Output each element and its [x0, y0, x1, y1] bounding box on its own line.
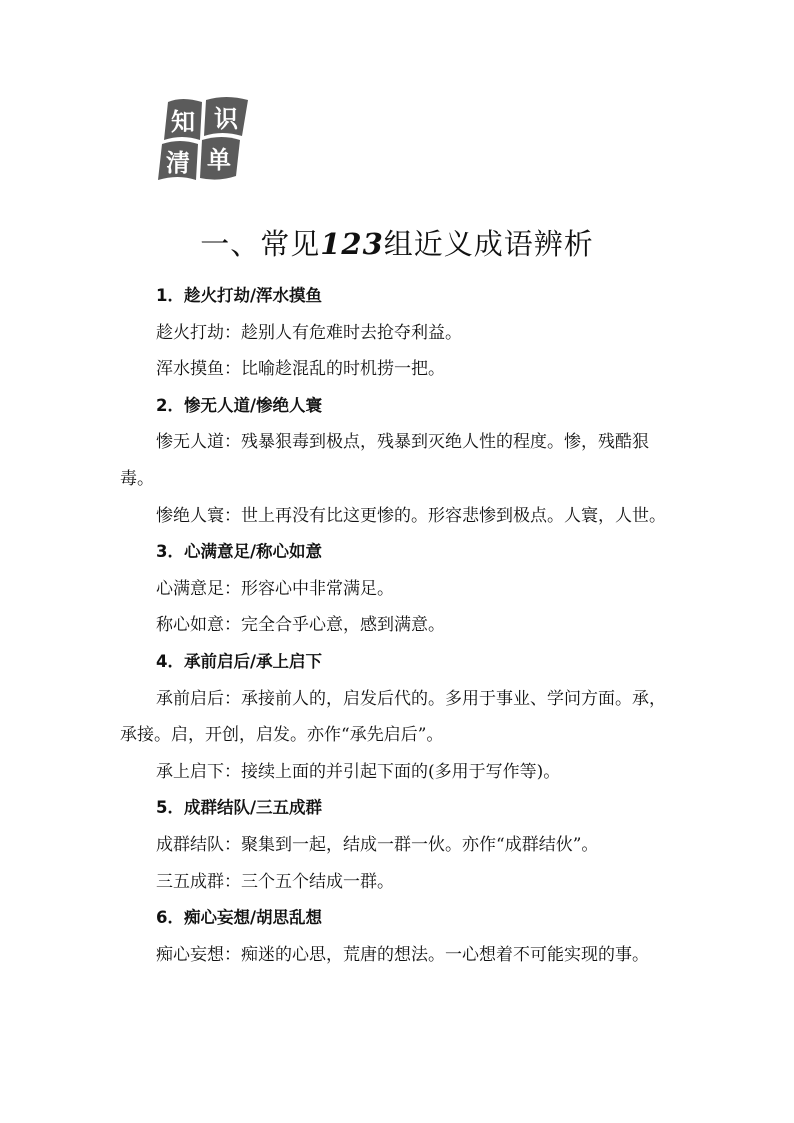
section-1-line-1: 趁火打劫：趁别人有危难时去抢夺利益。 [156, 322, 462, 343]
knowledge-list-logo [156, 96, 256, 186]
section-4-line-2: 承上启下：接续上面的并引起下面的(多用于写作等)。 [156, 761, 561, 782]
title-prefix: 一、常见 [200, 227, 321, 261]
section-heading-4: 4．承前启后/承上启下 [156, 651, 323, 671]
idiom-list [120, 278, 678, 973]
section-1-line-2: 浑水摸鱼：比喻趁混乱的时机捞一把。 [156, 359, 445, 380]
logo-char-1: 知 [171, 107, 195, 136]
section-2-line-2: 惨绝人寰：世上再没有比这更惨的。形容悲惨到极点。人寰，人世。 [156, 505, 666, 526]
logo-char-2: 识 [214, 104, 238, 133]
page-title [0, 222, 794, 263]
section-2-line-1: 惨无人道：残暴狠毒到极点，残暴到灭绝人性的程度。惨，残酷狠毒。 [120, 432, 649, 489]
section-5-line-2: 三五成群：三个五个结成一群。 [156, 871, 394, 892]
logo-char-3: 清 [166, 148, 190, 177]
section-heading-3: 3．心满意足/称心如意 [156, 542, 323, 562]
title-number: 123 [320, 227, 384, 261]
section-6-line-1: 痴心妄想：痴迷的心思，荒唐的想法。一心想着不可能实现的事。 [156, 944, 649, 965]
logo-char-4: 单 [207, 145, 231, 174]
title-suffix: 组近义成语辨析 [383, 227, 594, 261]
section-heading-5: 5．成群结队/三五成群 [156, 798, 323, 818]
section-heading-6: 6．痴心妄想/胡思乱想 [156, 908, 323, 928]
section-5-line-1: 成群结队：聚集到一起，结成一群一伙。亦作“成群结伙”。 [156, 834, 599, 855]
section-3-line-2: 称心如意：完全合乎心意，感到满意。 [156, 615, 445, 636]
section-4-line-1: 承前启后：承接前人的，启发后代的。多用于事业、学问方面。承，承接。启，开创，启发。亦作“承先启后”。 [120, 688, 666, 746]
section-heading-2: 2．惨无人道/惨绝人寰 [156, 395, 323, 415]
section-3-line-1: 心满意足：形容心中非常满足。 [156, 578, 394, 599]
section-heading-1: 1．趁火打劫/浑水摸鱼 [156, 286, 323, 305]
